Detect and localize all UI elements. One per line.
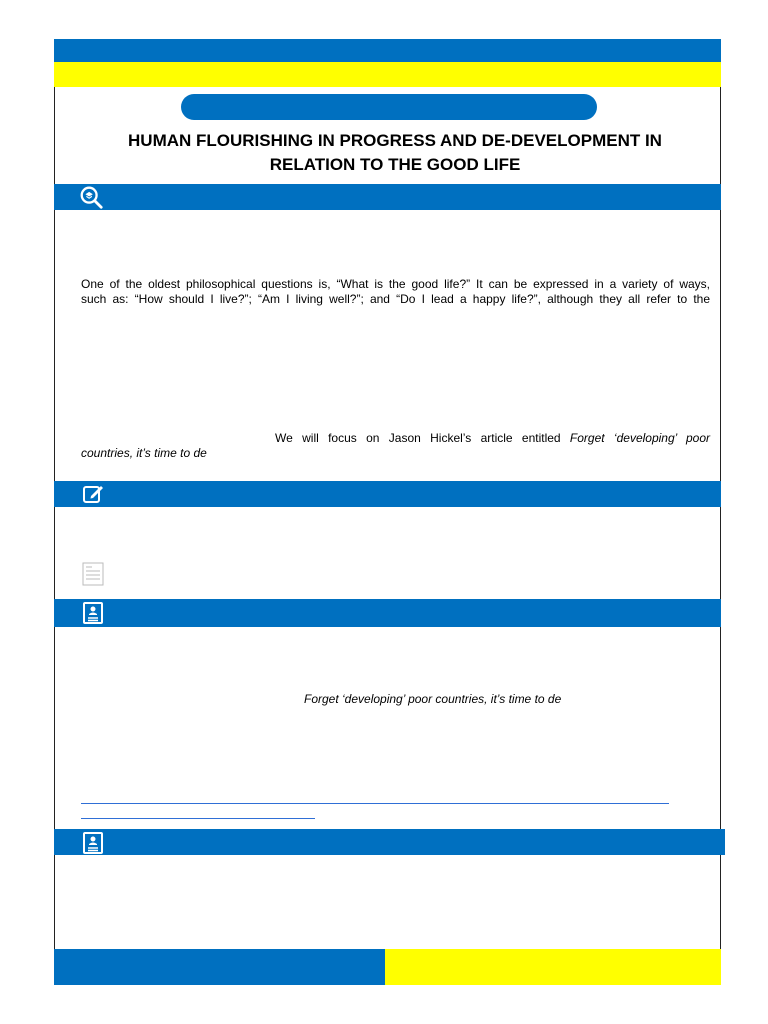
article-title-part1: Forget ‘developing’ poor (569, 431, 710, 445)
header-blue-band (54, 39, 721, 62)
reference-link-underline-1[interactable] (81, 803, 669, 804)
intro-paragraph-line1: One of the oldest philosophical questions is, “What is the good life?” It can be expressed in a variety of ways, (81, 277, 710, 291)
profile-card-icon (80, 830, 106, 856)
section-bar-3 (54, 599, 721, 627)
section-bar-2 (54, 481, 721, 507)
intro-paragraph-line2: such as: “How should I live?”; “Am I living well?”; and “Do I lead a happy life?”, although they all refer to the (81, 292, 710, 306)
focus-paragraph-line1 (275, 431, 710, 446)
footer-yellow-band (385, 949, 721, 985)
footer-blue-band (54, 949, 385, 985)
section-bar-1 (54, 184, 721, 210)
page-title (100, 129, 690, 177)
header-yellow-band (54, 62, 721, 87)
page-title-line2: RELATION TO THE GOOD LIFE (269, 155, 521, 174)
edit-icon (80, 481, 106, 507)
page-title-line1: HUMAN FLOURISHING IN PROGRESS AND DE-DEVELOPMENT IN (128, 131, 662, 150)
intro-paragraph (81, 277, 710, 307)
article-caption: Forget ‘developing’ poor countries, it’s time to de (304, 692, 562, 706)
document-icon (82, 562, 104, 586)
profile-card-icon (80, 600, 106, 626)
focus-paragraph-plain: We will focus on Jason Hickel’s article entitled (275, 431, 570, 445)
section-bar-4 (54, 829, 725, 855)
title-pill (181, 94, 597, 120)
reference-link-underline-2[interactable] (81, 818, 315, 819)
search-icon (78, 184, 104, 210)
article-title-part2: countries, it’s time to de (81, 446, 207, 460)
